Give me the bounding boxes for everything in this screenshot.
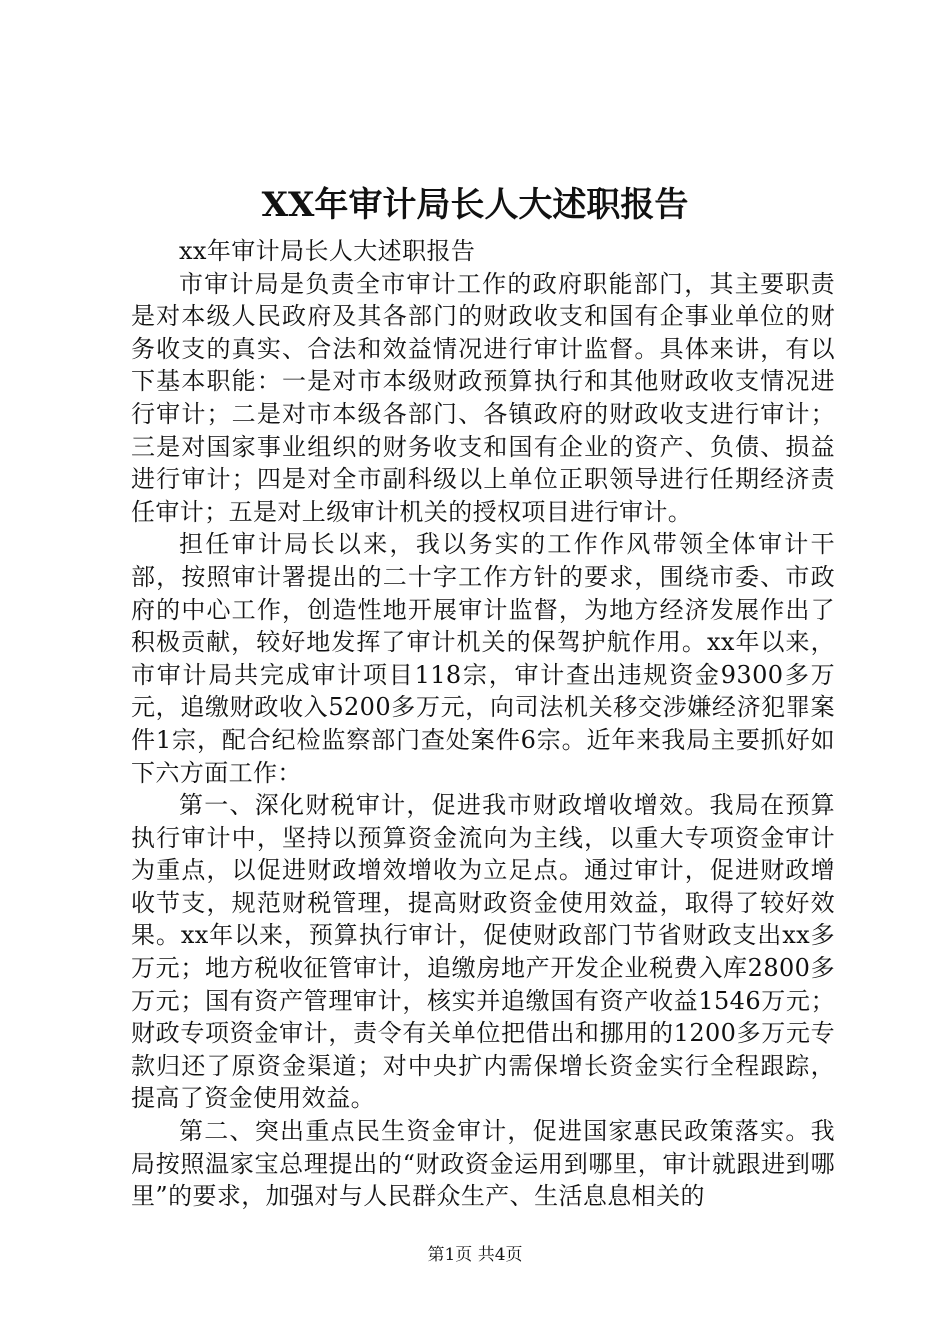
body-paragraph: 第二、突出重点民生资金审计，促进国家惠民政策落实。我局按照温家宝总理提出的“财政资金运用到哪里，审计就跟进到哪里”的要求，加强对与人民群众生产、生活息息相关的 — [131, 1117, 835, 1211]
body-paragraph: 担任审计局长以来，我以务实的工作作风带领全体审计干部，按照审计署提出的二十字工作方针的要求，围绕市委、市政府的中心工作，创造性地开展审计监督，为地方经济发展作出了积极贡献，较好地发挥了审计机关的保驾护航作用。xx年以来，市审计局共完成审计项目118宗，审计查出违规资金9300多万元，追缴财政收入5200多万元，向司法机关移交涉嫌经济犯罪案件1宗，配合纪检监察部门查处案件6宗。近年来我局主要抓好如下六方面工作： — [131, 530, 835, 787]
body-paragraph: 第一、深化财税审计，促进我市财政增收增效。我局在预算执行审计中，坚持以预算资金流向为主线，以重大专项资金审计为重点，以促进财政增效增收为立足点。通过审计，促进财政增收节支，规范财税管理，提高财政资金使用效益，取得了较好效果。xx年以来，预算执行审计，促使财政部门节省财政支出xx多万元；地方税收征管审计，追缴房地产开发企业税费入库2800多万元；国有资产管理审计，核实并追缴国有资产收益1546万元；财政专项资金审计，责令有关单位把借出和挪用的1200多万元专款归还了原资金渠道；对中央扩内需保增长资金实行全程跟踪，提高了资金使用效益。 — [131, 791, 835, 1113]
document-body — [131, 235, 835, 1213]
page-footer: 第1页 共4页 — [427, 1245, 523, 1265]
document-title: XX年审计局长人大述职报告 — [261, 185, 689, 225]
subtitle-paragraph: xx年审计局长人大述职报告 — [179, 237, 476, 265]
body-paragraph: 市审计局是负责全市审计工作的政府职能部门，其主要职责是对本级人民政府及其各部门的财政收支和国有企事业单位的财务收支的真实、合法和效益情况进行审计监督。具体来讲，有以下基本职能：一是对市本级财政预算执行和其他财政收支情况进行审计；二是对市本级各部门、各镇政府的财政收支进行审计；三是对国家事业组织的财务收支和国有企业的资产、负债、损益进行审计；四是对全市副科级以上单位正职领导进行任期经济责任审计；五是对上级审计机关的授权项目进行审计。 — [131, 269, 835, 526]
